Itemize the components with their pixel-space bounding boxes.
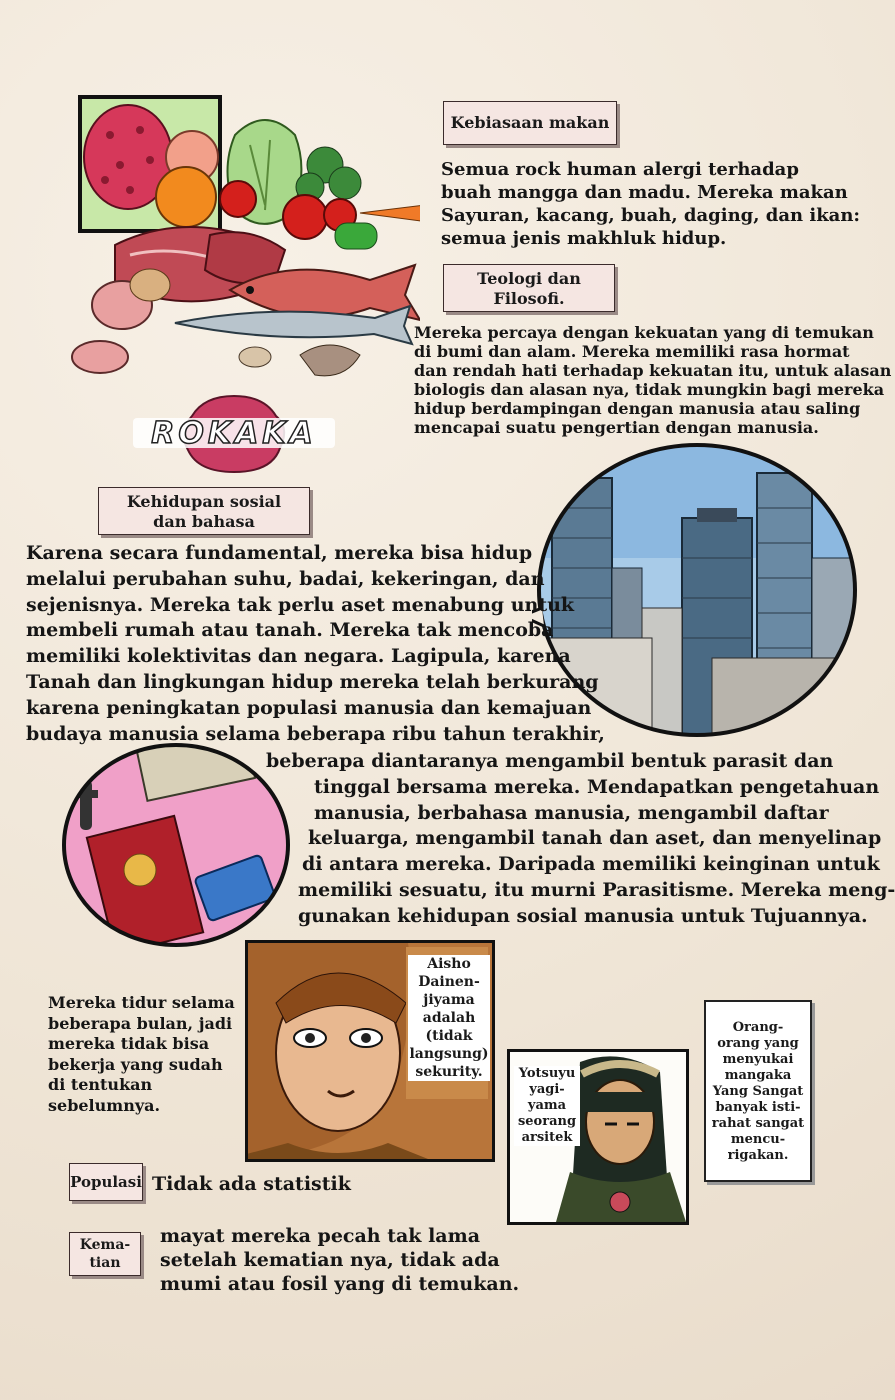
passport-illustration [60, 740, 292, 950]
theology-label: Teologi dan Filosofi. [443, 264, 615, 312]
social-label: Kehidupan sosial dan bahasa [98, 487, 310, 535]
logo-text: ROKAKA [151, 416, 317, 451]
theology-text: Mereka percaya dengan kekuatan yang di temukan di bumi dan alam. Mereka memiliki rasa hormat dan rendah hati terhadap kekuatan itu, untuk alasan biologis dan alasan nya, tidak mungkin bagi mereka hidup berdampingan dengan manusia atau saling mencapai suatu pengertian dengan manusia. [414, 323, 892, 437]
mangaka-note: Orang- orang yang menyukai mangaka Yang Sangat banyak isti- rahat sangat mencu- rigakan. [704, 1000, 812, 1182]
diet-text: Semua rock human alergi terhadap buah mangga dan madu. Mereka makan Sayuran, kacang, buah, daging, dan ikan: semua jenis makhluk hidup. [441, 159, 861, 249]
population-label: Populasi [69, 1163, 143, 1201]
rokaka-logo [125, 392, 343, 476]
aisho-panel [245, 940, 495, 1162]
social-text-top: Karena secara fundamental, mereka bisa hidup melalui perubahan suhu, badai, kekeringan, dan sejenisnya. Mereka tak perlu aset menabung untuk membeli rumah atau tanah. Mereka tak mencoba memiliki kolektivitas dan negara. Lagipula, karena Tanah dan lingkungan hidup mereka telah berkurang karena peningkatan populasi manusia dan kemajuan budaya manusia selama beberapa ribu tahun terakhir, [26, 542, 605, 745]
sleep-text: Mereka tidur selama beberapa bulan, jadi mereka tidak bisa bekerja yang sudah di tentukan sebelumnya. [48, 993, 235, 1115]
aisho-caption: Aisho Dainen- jiyama adalah (tidak langsung) sekurity. [409, 956, 489, 1080]
food-illustration [60, 95, 420, 395]
death-label: Kema- tian [69, 1232, 141, 1276]
yotsuyu-caption: Yotsuyu yagi- yama seorang arsitek [514, 1066, 580, 1146]
social-text-bottom: beberapa diantaranya mengambil bentuk parasit dan tinggal bersama mereka. Mendapatkan pengetahuan manusia, berbahasa manusia, mengambil daftar keluarga, mengambil tanah dan aset, dan menyelinap di antara mereka. Daripada memiliki keinginan untuk memiliki sesuatu, itu murni Parasitisme. Mereka meng- gunakan kehidupan sosial manusia untuk Tujuannya. [266, 750, 895, 927]
diet-label: Kebiasaan makan [443, 101, 617, 145]
population-value: Tidak ada statistik [152, 1173, 351, 1195]
death-text: mayat mereka pecah tak lama setelah kematian nya, tidak ada mumi atau fosil yang di temukan. [160, 1225, 520, 1295]
yotsuyu-panel [507, 1049, 689, 1225]
